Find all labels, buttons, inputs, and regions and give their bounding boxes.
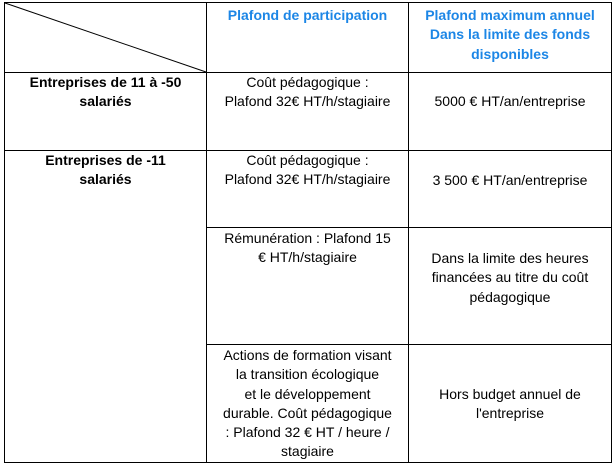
row-label-under-11: Entreprises de -11 salariés xyxy=(45,152,166,188)
border-bottom xyxy=(4,462,612,463)
row4-participation: Actions de formation visant la transition écologique et le développement durable. Coût pédagogique : Plafond 32 € HT / heure / stagiaire xyxy=(223,347,392,460)
border-row2-bottom xyxy=(206,227,612,228)
row2-participation: Coût pédagogique : Plafond 32€ HT/h/stagiaire xyxy=(224,152,391,188)
border-row3-bottom xyxy=(206,344,612,345)
header-maximum: Plafond maximum annuel Dans la limite des fonds disponibles xyxy=(425,7,595,62)
row1-maximum: 5000 € HT/an/entreprise xyxy=(434,93,586,109)
header-participation: Plafond de participation xyxy=(227,7,388,23)
row-label-11-50: Entreprises de 11 à -50 salariés xyxy=(29,74,182,110)
row4-maximum: Hors budget annuel de l'entreprise xyxy=(439,386,581,422)
row3-participation: Rémunération : Plafond 15 € HT/h/stagiaire xyxy=(224,230,391,266)
row1-participation: Coût pédagogique : Plafond 32€ HT/h/stagiaire xyxy=(224,74,391,110)
row3-maximum: Dans la limite des heures financées au titre du coût pédagogique xyxy=(431,250,589,305)
row2-maximum: 3 500 € HT/an/entreprise xyxy=(432,172,588,188)
